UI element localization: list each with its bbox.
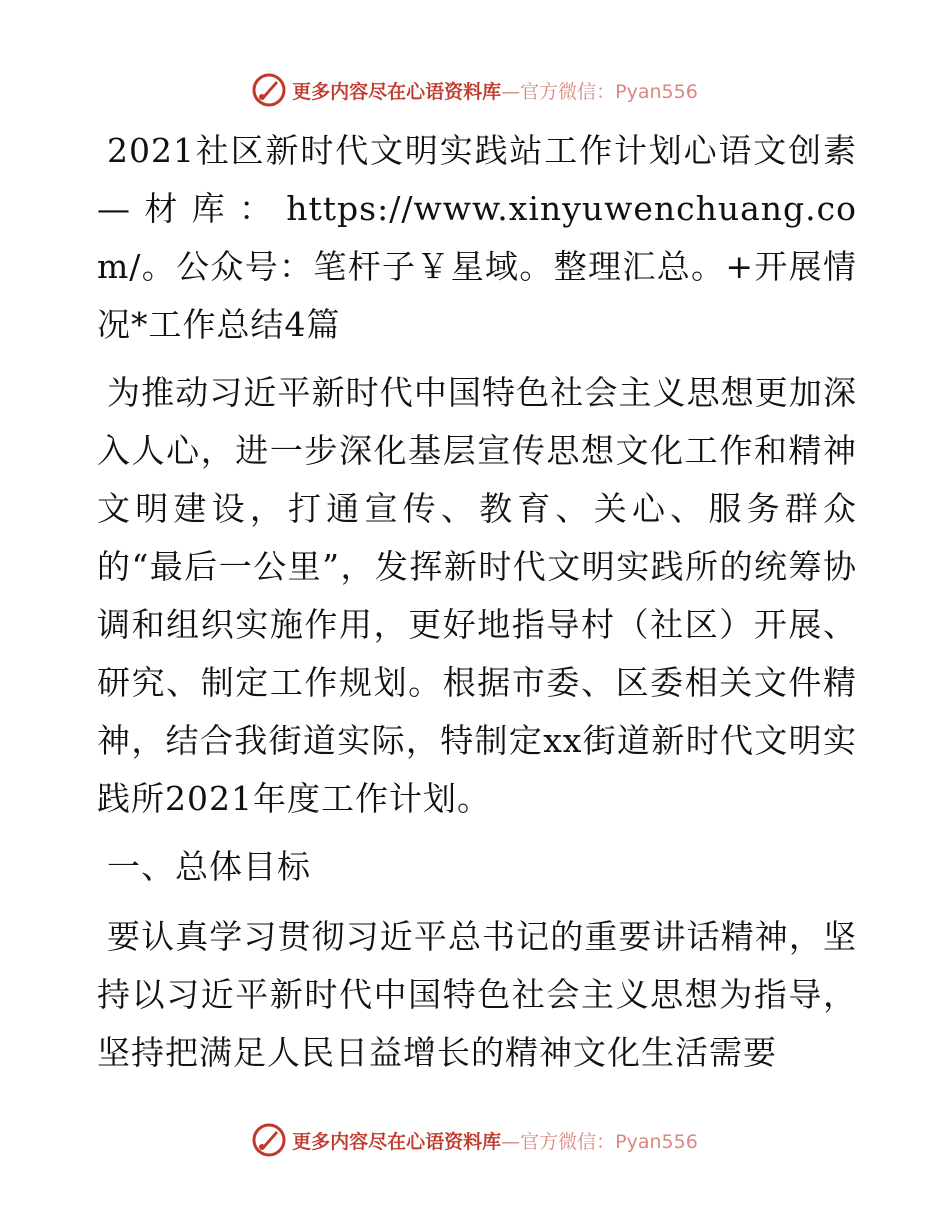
banner-main: 更多内容尽在心语资料库 <box>292 80 502 103</box>
banner-text <box>292 1127 698 1154</box>
document-title: 2021社区新时代文明实践站工作计划心语文创素—材库：https://www.xinyuwenchuang.com/。公众号：笔杆子￥星域。整理汇总。+开展情况*工作总结4篇 <box>97 131 857 344</box>
paragraph-goal: 要认真学习贯彻习近平总书记的重要讲话精神，坚持以习近平新时代中国特色社会主义思想为指导，坚持把满足人民日益增长的精神文化生活需要 <box>97 917 857 1072</box>
banner-sep: — <box>501 1130 521 1153</box>
section-heading: 一、总体目标 <box>107 847 311 886</box>
paragraph-intro: 为推动习近平新时代中国特色社会主义思想更加深入人心，进一步深化基层宣传思想文化工作和精神文明建设，打通宣传、教育、关心、服务群众的“最后一公里”，发挥新时代文明实践所的统筹协调和组织实施作用，更好地指导村（社区）开展、研究、制定工作规划。根据市委、区委相关文件精神，结合我街道实际，特制定xx街道新时代文明实践所2021年度工作计划。 <box>97 373 857 818</box>
quill-logo-icon <box>252 1123 286 1157</box>
footer-banner <box>0 1120 950 1160</box>
banner-tail: 官方微信：Pyan556 <box>520 1130 698 1153</box>
banner-main: 更多内容尽在心语资料库 <box>292 1130 502 1153</box>
quill-logo-icon <box>252 73 286 107</box>
banner-tail: 官方微信：Pyan556 <box>520 80 698 103</box>
banner-sep: — <box>501 80 521 103</box>
header-banner <box>0 70 950 110</box>
banner-text <box>292 77 698 104</box>
document-body <box>97 122 857 1082</box>
